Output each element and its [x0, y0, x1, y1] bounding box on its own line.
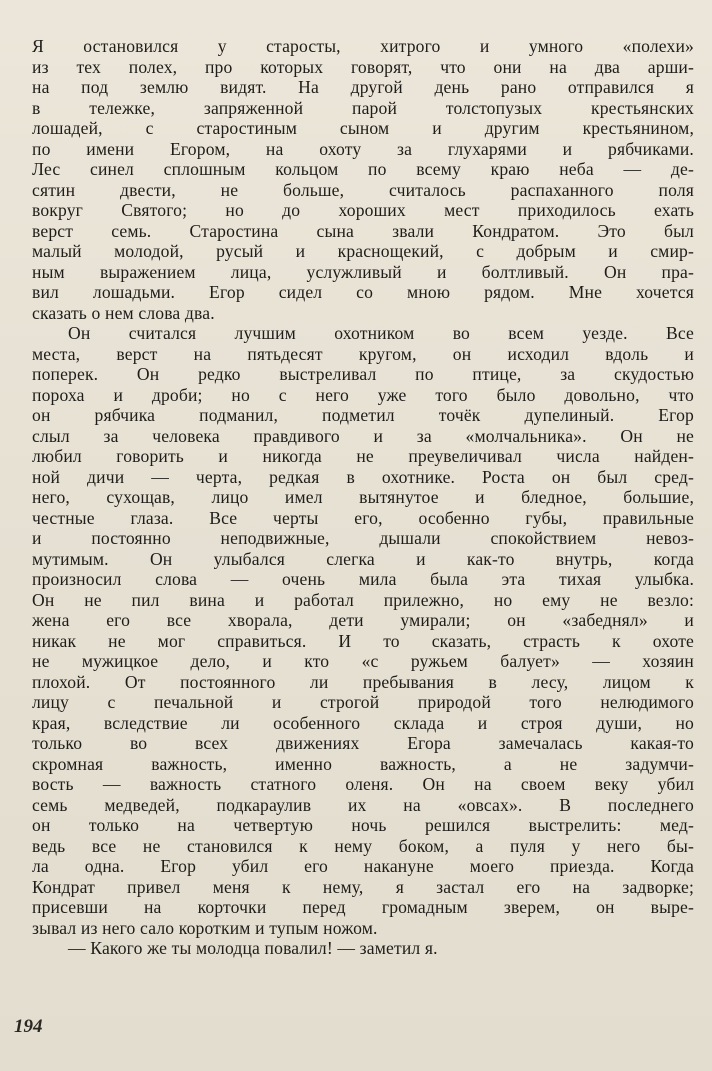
- text-line: ным выражением лица, услужливый и болтливый. Он пра-: [32, 261, 694, 282]
- text-line: края, вследствие ли особенного склада и строя души, но: [32, 712, 694, 733]
- text-line: скромная важность, именно важность, а не задумчи-: [32, 753, 694, 774]
- text-line: лошадей, с старостиным сыном и другим крестьянином,: [32, 118, 694, 138]
- text-line: лицу с печальной и строгой природой того нелюдимого: [32, 692, 694, 712]
- text-line: ведь все не становился к нему боком, а пуля у него бы-: [32, 835, 694, 856]
- text-line: только во всех движениях Егора замечалась какая-то: [32, 733, 694, 753]
- text-line: семь медведей, подкараулив их на «овсах». В последнего: [32, 794, 694, 815]
- text-line: присевши на корточки перед громадным зверем, он выре-: [32, 897, 694, 917]
- text-line: слыл за человека правдивого и за «молчальника». Он не: [32, 425, 694, 446]
- text-line: места, верст на пятьдесят кругом, он исходил вдоль и: [32, 343, 694, 364]
- text-line: — Какого же ты молодца повалил! — заметил я.: [68, 938, 438, 958]
- text-line: произносил слова — очень мила была эта тихая улыбка.: [32, 569, 694, 589]
- text-line: мутимым. Он улыбался слегка и как-то внутрь, когда: [32, 548, 694, 569]
- text-line: верст семь. Старостина сына звали Кондратом. Это был: [32, 220, 694, 241]
- text-line: Он не пил вина и работал прилежно, но ему не везло:: [32, 589, 694, 610]
- text-line: честные глаза. Все черты его, особенно губы, правильные: [32, 507, 694, 528]
- text-line: Лес синел сплошным кольцом по всему краю неба — де-: [32, 159, 694, 179]
- text-line: ной дичи — черта, редкая в охотнике. Роста он был сред-: [32, 466, 694, 487]
- text-line: сятин двести, не больше, считалось распаханного поля: [32, 179, 694, 200]
- text-line: Он считался лучшим охотником во всем уезде. Все: [68, 323, 694, 343]
- text-line: он только на четвертую ночь решился выстрелить: мед-: [32, 815, 694, 835]
- text-line: него, сухощав, лицо имел вытянутое и бледное, большие,: [32, 487, 694, 507]
- text-line: жена его все хворала, дети умирали; он «забеднял» и: [32, 610, 694, 630]
- text-line: из тех полех, про которых говорят, что они на два арши-: [32, 56, 694, 77]
- text-line: по имени Егором, на охоту за глухарями и рябчиками.: [32, 138, 694, 159]
- text-line: плохой. От постоянного ли пребывания в лесу, лицом к: [32, 671, 694, 692]
- text-line: Я остановился у старосты, хитрого и умного «полехи»: [32, 36, 694, 56]
- text-line: вость — важность статного оленя. Он на своем веку убил: [32, 774, 694, 794]
- text-line: ла одна. Егор убил его накануне моего приезда. Когда: [32, 856, 694, 876]
- text-line: и постоянно неподвижные, дышали спокойствием невоз-: [32, 528, 694, 548]
- text-line: поперек. Он редко выстреливал по птице, за скудостью: [32, 364, 694, 384]
- text-line: в тележке, запряженной парой толстопузых крестьянских: [32, 97, 694, 118]
- text-line: сказать о нем слова два.: [32, 302, 215, 323]
- text-line: он рябчика подманил, подметил точёк дупелиный. Егор: [32, 405, 694, 425]
- text-line: любил говорить и никогда не преувеличивал числа найден-: [32, 446, 694, 466]
- text-line: на под землю видят. На другой день рано отправился я: [32, 77, 694, 97]
- text-line: никак не мог справиться. И то сказать, страсть к охоте: [32, 630, 694, 651]
- text-line: малый молодой, русый и краснощекий, с добрым и смир-: [32, 241, 694, 261]
- text-line: зывал из него сало коротким и тупым ножом.: [32, 917, 378, 938]
- text-line: пороха и дроби; но с него уже того было довольно, что: [32, 384, 694, 405]
- text-line: Кондрат привел меня к нему, я застал его на задворке;: [32, 876, 694, 897]
- page-text: [32, 36, 694, 959]
- text-line: вил лошадьми. Егор сидел со мною рядом. Мне хочется: [32, 282, 694, 302]
- text-line: вокруг Святого; но до хороших мест приходилось ехать: [32, 200, 694, 220]
- text-line: не мужицкое дело, и кто «с ружьем балует» — хозяин: [32, 651, 694, 671]
- page-number: 194: [14, 1016, 43, 1037]
